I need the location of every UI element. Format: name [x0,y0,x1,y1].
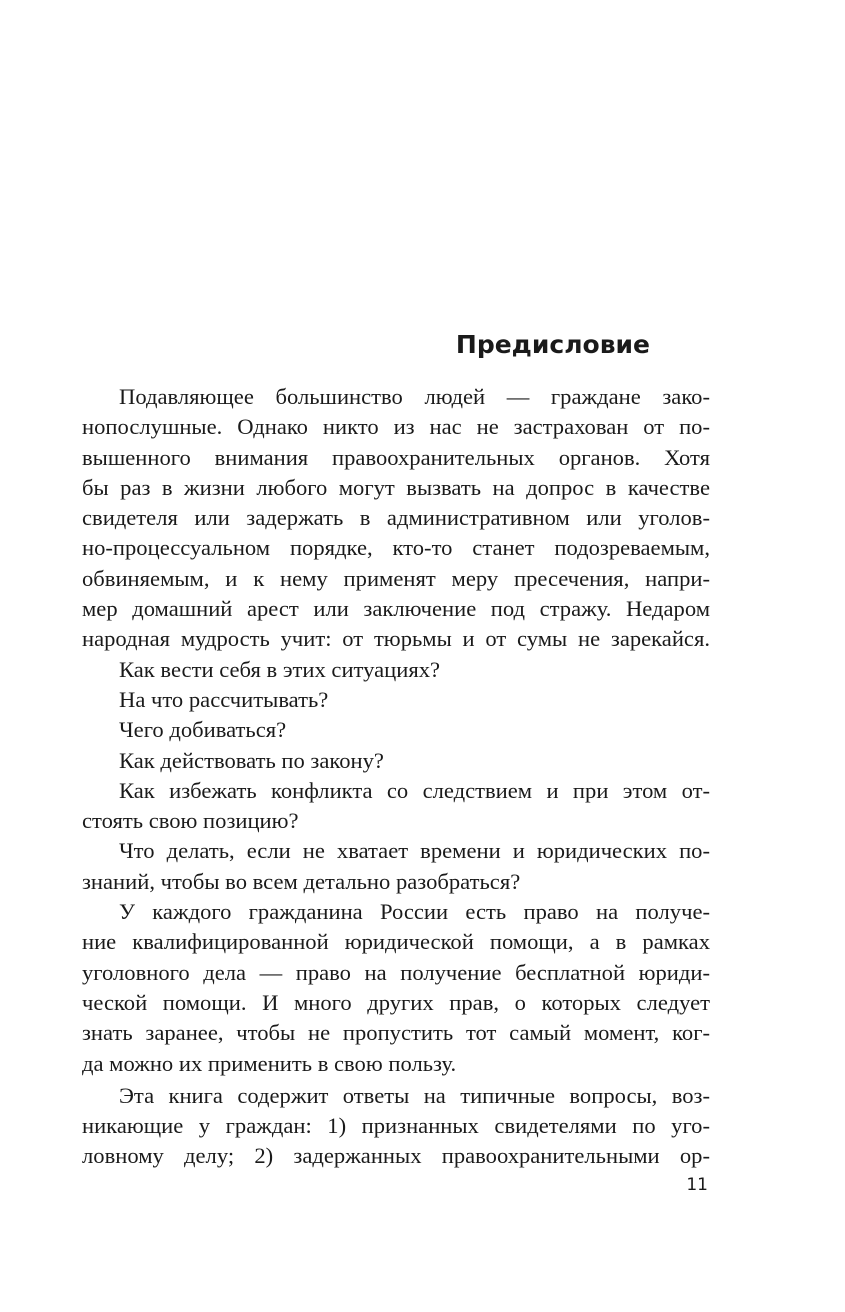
text-line: знать заранее, чтобы не пропустить тот самый момент, ког- [82,1020,710,1046]
page-number: 11 [686,1175,708,1195]
chapter-heading: Предисловие [455,330,650,359]
paragraph [82,1081,710,1172]
paragraph [82,685,710,715]
text-line: народная мудрость учит: от тюрьмы и от сумы не зарекайся. [82,626,710,652]
paragraph [82,776,710,837]
text-line: Подавляющее большинство людей — граждане зако- [119,384,710,409]
text-line: ние квалифицированной юридической помощи, а в рамках [82,929,710,955]
body-text [82,382,710,1172]
text-line: На что рассчитывать? [119,686,329,712]
text-line: обвиняемым, и к нему применят меру пресечения, напри- [82,565,710,591]
text-line: но-процессуальном порядке, кто-то станет подозреваемым, [82,535,710,561]
paragraph [82,897,710,1079]
text-line: Эта книга содержит ответы на типичные вопросы, воз- [119,1082,710,1108]
paragraph [82,715,710,745]
paragraph [82,836,710,897]
paragraph [82,746,710,776]
text-line: нопослушные. Однако никто из нас не застрахован от по- [82,414,710,440]
text-line: уголовного дела — право на получение бесплатной юриди- [82,959,710,985]
text-line: У каждого гражданина России есть право на получе- [119,899,710,925]
text-line: мер домашний арест или заключение под стражу. Недаром [82,596,710,622]
text-line: вышенного внимания правоохранительных органов. Хотя [82,444,710,470]
text-line: стоять свою позицию? [82,808,299,834]
text-line: Как избежать конфликта со следствием и при этом от- [119,777,710,803]
text-line: Как вести себя в этих ситуациях? [119,656,441,682]
text-line: ческой помощи. И много других прав, о которых следует [82,989,710,1015]
text-line: бы раз в жизни любого могут вызвать на допрос в качестве [82,474,710,500]
text-line: ловному делу; 2) задержанных правоохранительными ор- [82,1143,710,1169]
text-line: знаний, чтобы во всем детально разобраться? [82,868,521,894]
text-line: Что делать, если не хватает времени и юридических по- [119,838,710,864]
text-line: никающие у граждан: 1) признанных свидетелями по уго- [82,1113,710,1139]
paragraph [82,655,710,685]
text-line: Чего добиваться? [119,717,287,743]
paragraph [82,382,710,655]
text-line: Как действовать по закону? [119,747,384,773]
text-line: да можно их применить в свою пользу. [82,1050,457,1076]
text-line: свидетеля или задержать в административном или уголов- [82,505,710,531]
